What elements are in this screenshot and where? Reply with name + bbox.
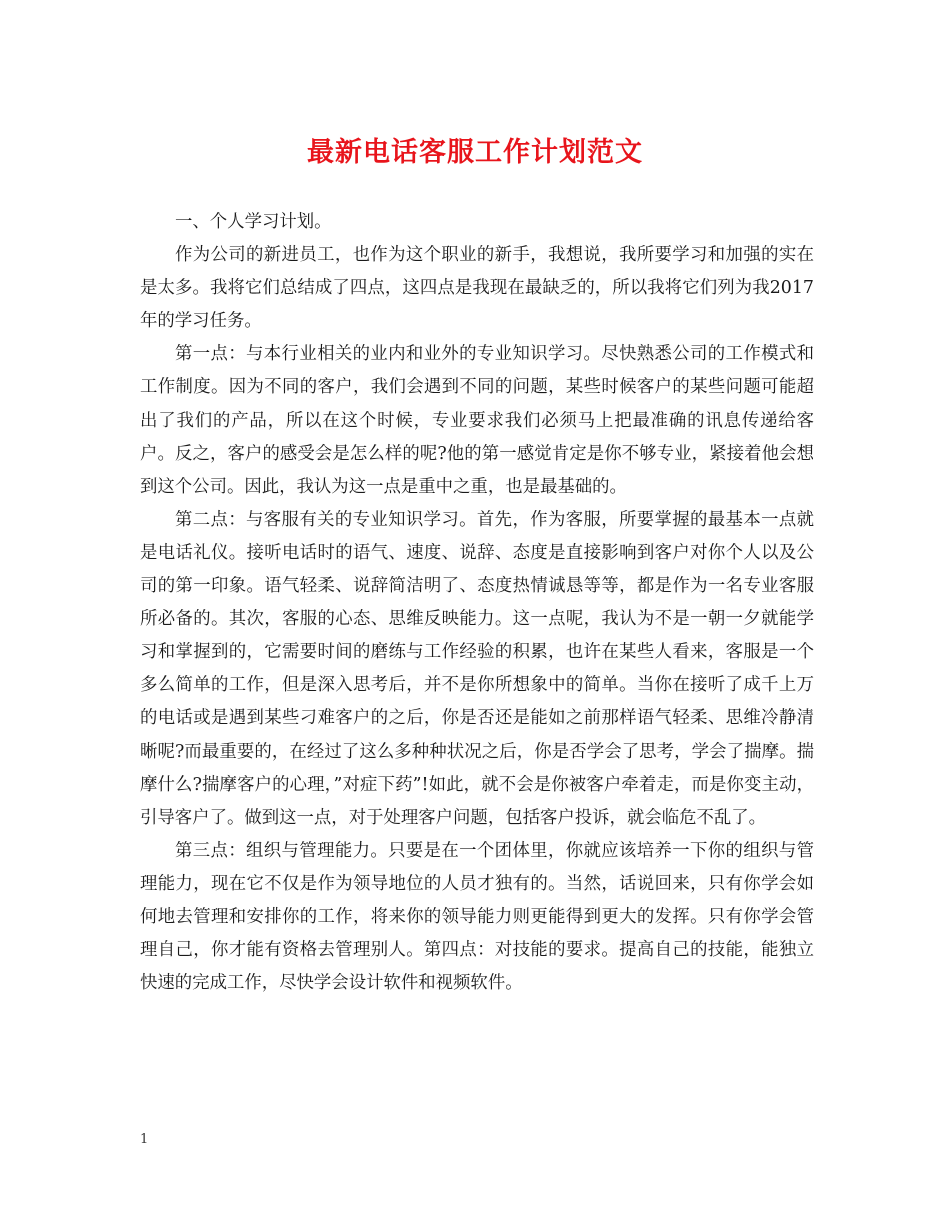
paragraph-point-two: 第二点：与客服有关的专业知识学习。首先，作为客服，所要掌握的最基本一点就是电话礼仪。接听电话时的语气、速度、说辞、态度是直接影响到客户对你个人以及公司的第一印象。语气轻柔、说辞简洁明了、态度热情诚恳等等，都是作为一名专业客服所必备的。其次，客服的心态、思维反映能力。这一点呢，我认为不是一朝一夕就能学习和掌握到的，它需要时间的磨练与工作经验的积累，也许在某些人看来，客服是一个多么简单的工作，但是深入思考后，并不是你所想象中的简单。当你在接听了成千上万的电话或是遇到某些刁难客户的之后，你是否还是能如之前那样语气轻柔、思维冷静清晰呢?而最重要的，在经过了这么多种种状况之后，你是否学会了思考，学会了揣摩。揣摩什么?揣摩客户的心理，”对症下药”!如此，就不会是你被客户牵着走，而是你变主动，引导客户了。做到这一点，对于处理客户问题，包括客户投诉，就会临危不乱了。 xyxy=(140,509,814,828)
section-heading-personal-study-plan: 一、个人学习计划。 xyxy=(175,212,332,232)
page-number: 1 xyxy=(140,1132,149,1147)
document-title: 最新电话客服工作计划范文 xyxy=(307,137,643,168)
paragraph-point-three: 第三点：组织与管理能力。只要是在一个团体里，你就应该培养一下你的组织与管理能力，现在它不仅是作为领导地位的人员才独有的。当然，话说回来，只有你学会如何地去管理和安排你的工作，将来你的领导能力则更能得到更大的发挥。只有你学会管理自己，你才能有资格去管理别人。第四点：对技能的要求。提高自己的技能，能独立快速的完成工作，尽快学会设计软件和视频软件。 xyxy=(140,840,814,994)
document-body xyxy=(140,206,814,1000)
paragraph-point-one: 第一点：与本行业相关的业内和业外的专业知识学习。尽快熟悉公司的工作模式和工作制度。因为不同的客户，我们会遇到不同的问题，某些时候客户的某些问题可能超出了我们的产品，所以在这个时候，专业要求我们必须马上把最准确的讯息传递给客户。反之，客户的感受会是怎么样的呢?他的第一感觉肯定是你不够专业，紧接着他会想到这个公司。因此，我认为这一点是重中之重，也是最基础的。 xyxy=(140,344,814,497)
paragraph-intro: 作为公司的新进员工，也作为这个职业的新手，我想说，我所要学习和加强的实在是太多。我将它们总结成了四点，这四点是我现在最缺乏的，所以我将它们列为我2017年的学习任务。 xyxy=(140,245,814,332)
